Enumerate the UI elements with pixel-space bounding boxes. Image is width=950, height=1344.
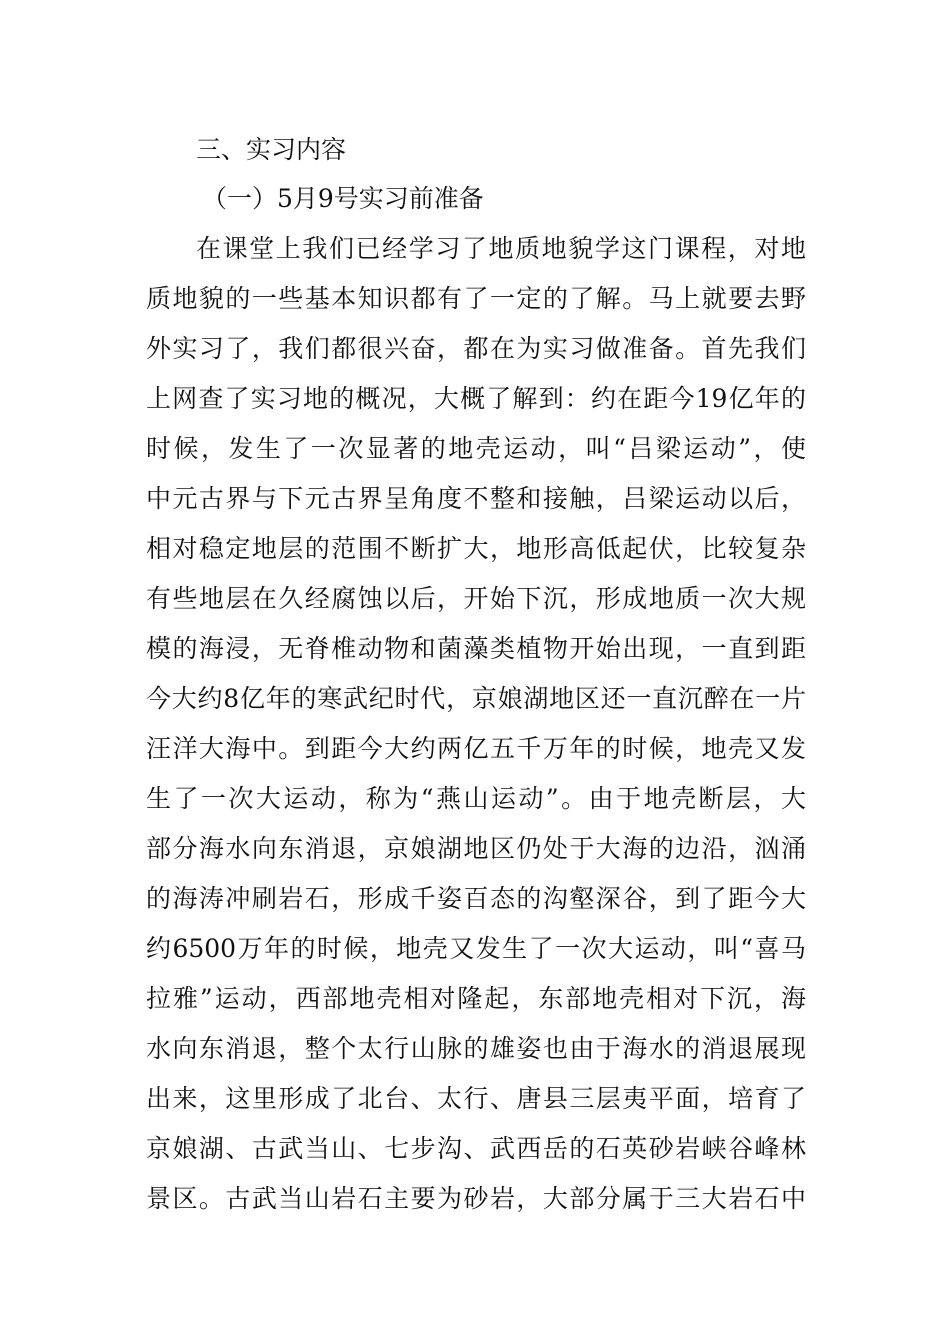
paragraph-line: 中元古界与下元古界呈角度不整和接触，吕梁运动以后，	[146, 484, 806, 513]
paragraph-line: 在课堂上我们已经学习了地质地貌学这门课程，对地	[196, 234, 806, 263]
subsection-heading: （一）5月9号实习前准备	[202, 184, 484, 213]
paragraph-line: 拉雅”运动，西部地壳相对隆起，东部地壳相对下沉，海	[146, 984, 806, 1013]
paragraph-line: 上网查了实习地的概况，大概了解到：约在距今19亿年的	[146, 384, 806, 413]
paragraph-line: 今大约8亿年的寒武纪时代，京娘湖地区还一直沉醉在一片	[146, 684, 806, 713]
paragraph-line: 质地貌的一些基本知识都有了一定的了解。马上就要去野	[146, 284, 806, 313]
paragraph-line: 相对稳定地层的范围不断扩大，地形高低起伏，比较复杂	[146, 534, 806, 563]
paragraph-line: 景区。古武当山岩石主要为砂岩，大部分属于三大岩石中	[146, 1184, 806, 1213]
paragraph-line: 模的海浸，无脊椎动物和菌藻类植物开始出现，一直到距	[146, 634, 806, 663]
paragraph-line: 部分海水向东消退，京娘湖地区仍处于大海的边沿，汹涌	[146, 834, 806, 863]
paragraph-line: 出来，这里形成了北台、太行、唐县三层夷平面，培育了	[146, 1084, 806, 1113]
paragraph-line: 的海涛冲刷岩石，形成千姿百态的沟壑深谷，到了距今大	[146, 884, 806, 913]
paragraph-line: 有些地层在久经腐蚀以后，开始下沉，形成地质一次大规	[146, 584, 806, 613]
paragraph-line: 生了一次大运动，称为“燕山运动”。由于地壳断层，大	[146, 784, 806, 813]
paragraph-line: 汪洋大海中。到距今大约两亿五千万年的时候，地壳又发	[146, 734, 806, 763]
paragraph-line: 时候，发生了一次显著的地壳运动，叫“吕梁运动”，使	[146, 434, 806, 463]
paragraph-line: 水向东消退，整个太行山脉的雄姿也由于海水的消退展现	[146, 1034, 806, 1063]
section-heading: 三、实习内容	[196, 135, 347, 164]
paragraph-line: 约6500万年的时候，地壳又发生了一次大运动，叫“喜马	[146, 934, 806, 963]
paragraph-line: 外实习了，我们都很兴奋，都在为实习做准备。首先我们	[146, 334, 806, 363]
paragraph-line: 京娘湖、古武当山、七步沟、武西岳的石英砂岩峡谷峰林	[146, 1134, 806, 1163]
